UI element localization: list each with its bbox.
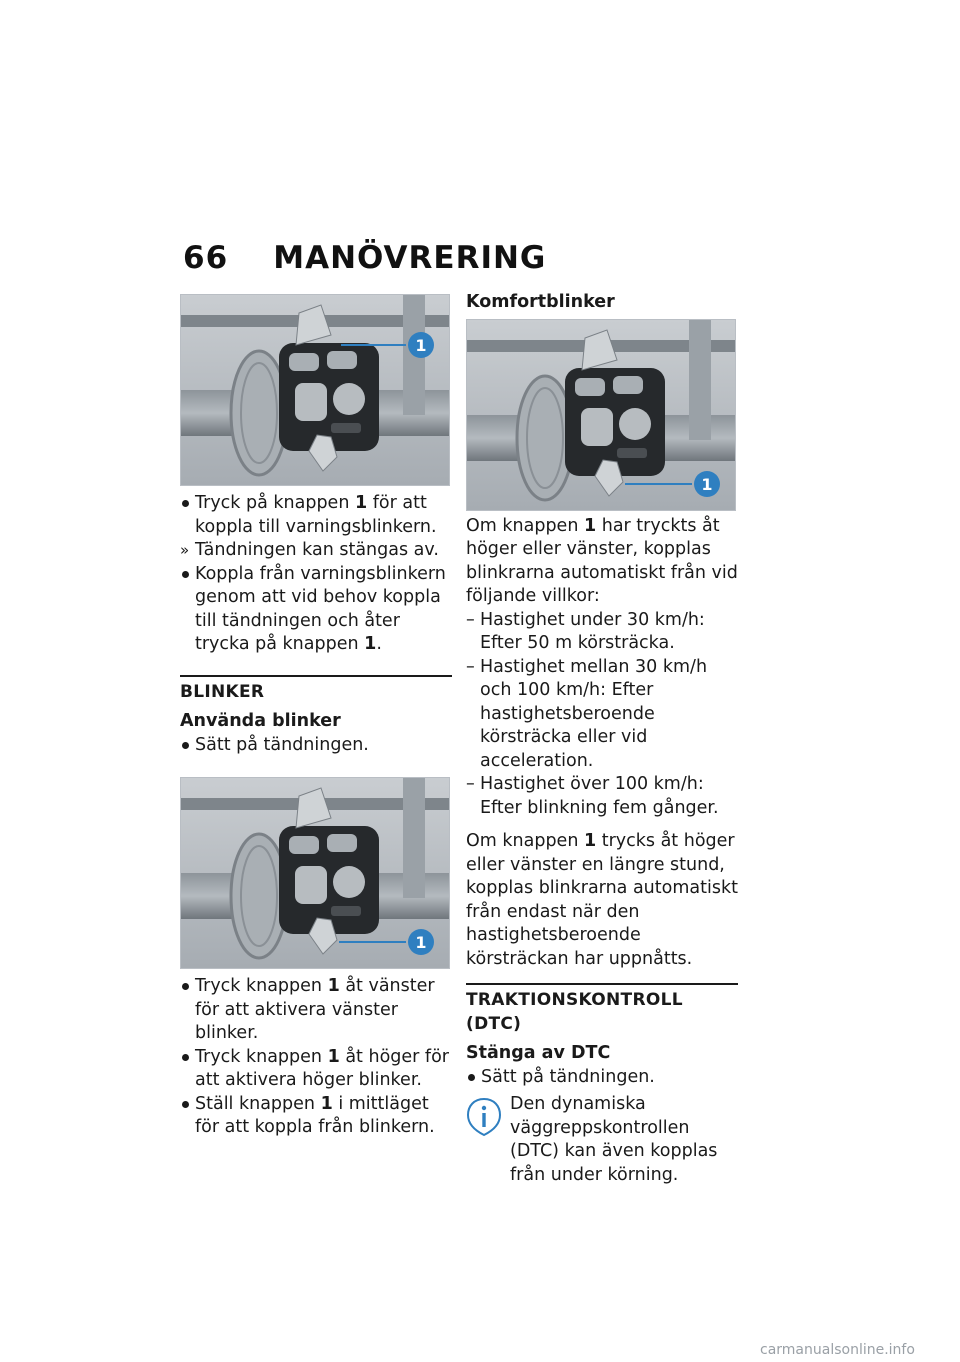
turn-signal-instructions-list xyxy=(180,975,452,1140)
info-note xyxy=(466,1093,738,1187)
dash-icon: – xyxy=(466,609,475,630)
callout-1-label: 1 xyxy=(415,336,427,355)
sub-title: Komfortblinker xyxy=(466,292,615,312)
bullet-icon xyxy=(468,1074,475,1081)
info-icon xyxy=(466,1097,502,1137)
bullet-icon xyxy=(182,742,189,749)
hazard-switch-photo xyxy=(180,294,450,486)
dash-icon: – xyxy=(466,656,475,677)
callout-1-label: 1 xyxy=(415,933,427,952)
list-item: Tryck knappen 1 åt höger för att aktivera höger blinker. xyxy=(180,1046,452,1093)
long-press-paragraph: Om knappen 1 trycks åt höger eller vänster en längre stund, kopplas blinkrarna automatiskt från endast när den hastighetsberoende körsträckan har uppnåtts. xyxy=(466,831,738,969)
left-column xyxy=(180,294,452,1140)
bullet-icon xyxy=(182,1054,189,1061)
bullet-icon xyxy=(182,571,189,578)
list-item: Koppla från varningsblinkern genom att vid behov koppla till tändningen och åter trycka på knappen 1. xyxy=(180,563,452,657)
comfort-blinker-photo xyxy=(466,319,736,511)
section-blinker xyxy=(180,675,452,758)
list-item: Tryck på knappen 1 för att koppla till varningsblinkern. xyxy=(180,492,452,539)
bullet-icon xyxy=(182,500,189,507)
list-item: Tryck knappen 1 åt vänster för att aktivera vänster blinker. xyxy=(180,975,452,1046)
info-note-text: Den dynamiska väggreppskontrollen (DTC) kan även kopplas från under körning. xyxy=(510,1094,718,1185)
callout-1-label: 1 xyxy=(701,474,713,494)
section-title: BLINKER xyxy=(180,681,265,702)
list-item: Ställ knappen 1 i mittläget för att koppla från blinkern. xyxy=(180,1093,452,1140)
page-title: MANÖVRERING xyxy=(273,240,547,276)
page-header xyxy=(183,240,546,280)
result-arrow-icon: » xyxy=(180,541,190,559)
list-item: – Hastighet under 30 km/h: Efter 50 m körsträcka. xyxy=(466,609,705,653)
list-item: Sätt på tändningen. xyxy=(466,1066,738,1090)
comfort-blinker-paragraph: Om knappen 1 har tryckts åt höger eller vänster, kopplas blinkrarna automatiskt från vid följande villkor: xyxy=(466,515,738,606)
sub-title: Stänga av DTC xyxy=(466,1043,611,1063)
bullet-icon xyxy=(182,1101,189,1108)
list-item: Sätt på tändningen. xyxy=(180,734,452,758)
list-item: » Tändningen kan stängas av. xyxy=(180,539,452,563)
section-title: TRAKTIONSKONTROLL (DTC) xyxy=(466,990,683,1034)
list-item: – Hastighet över 100 km/h: Efter blinkning fem gånger. xyxy=(466,774,719,818)
page-number: 66 xyxy=(183,240,229,276)
turn-signal-switch-photo xyxy=(180,777,450,969)
watermark: carmanualsonline.info xyxy=(760,1342,915,1358)
sub-title: Använda blinker xyxy=(180,711,341,731)
section-dtc xyxy=(466,983,738,1089)
dash-icon: – xyxy=(466,774,475,794)
hazard-instructions-list xyxy=(180,492,452,657)
list-item: – Hastighet mellan 30 km/h och 100 km/h: Efter hastighetsberoende körsträcka eller vid acceleration. xyxy=(466,656,708,771)
bullet-icon xyxy=(182,983,189,990)
right-column xyxy=(466,291,738,1187)
conditions-list xyxy=(466,609,738,821)
